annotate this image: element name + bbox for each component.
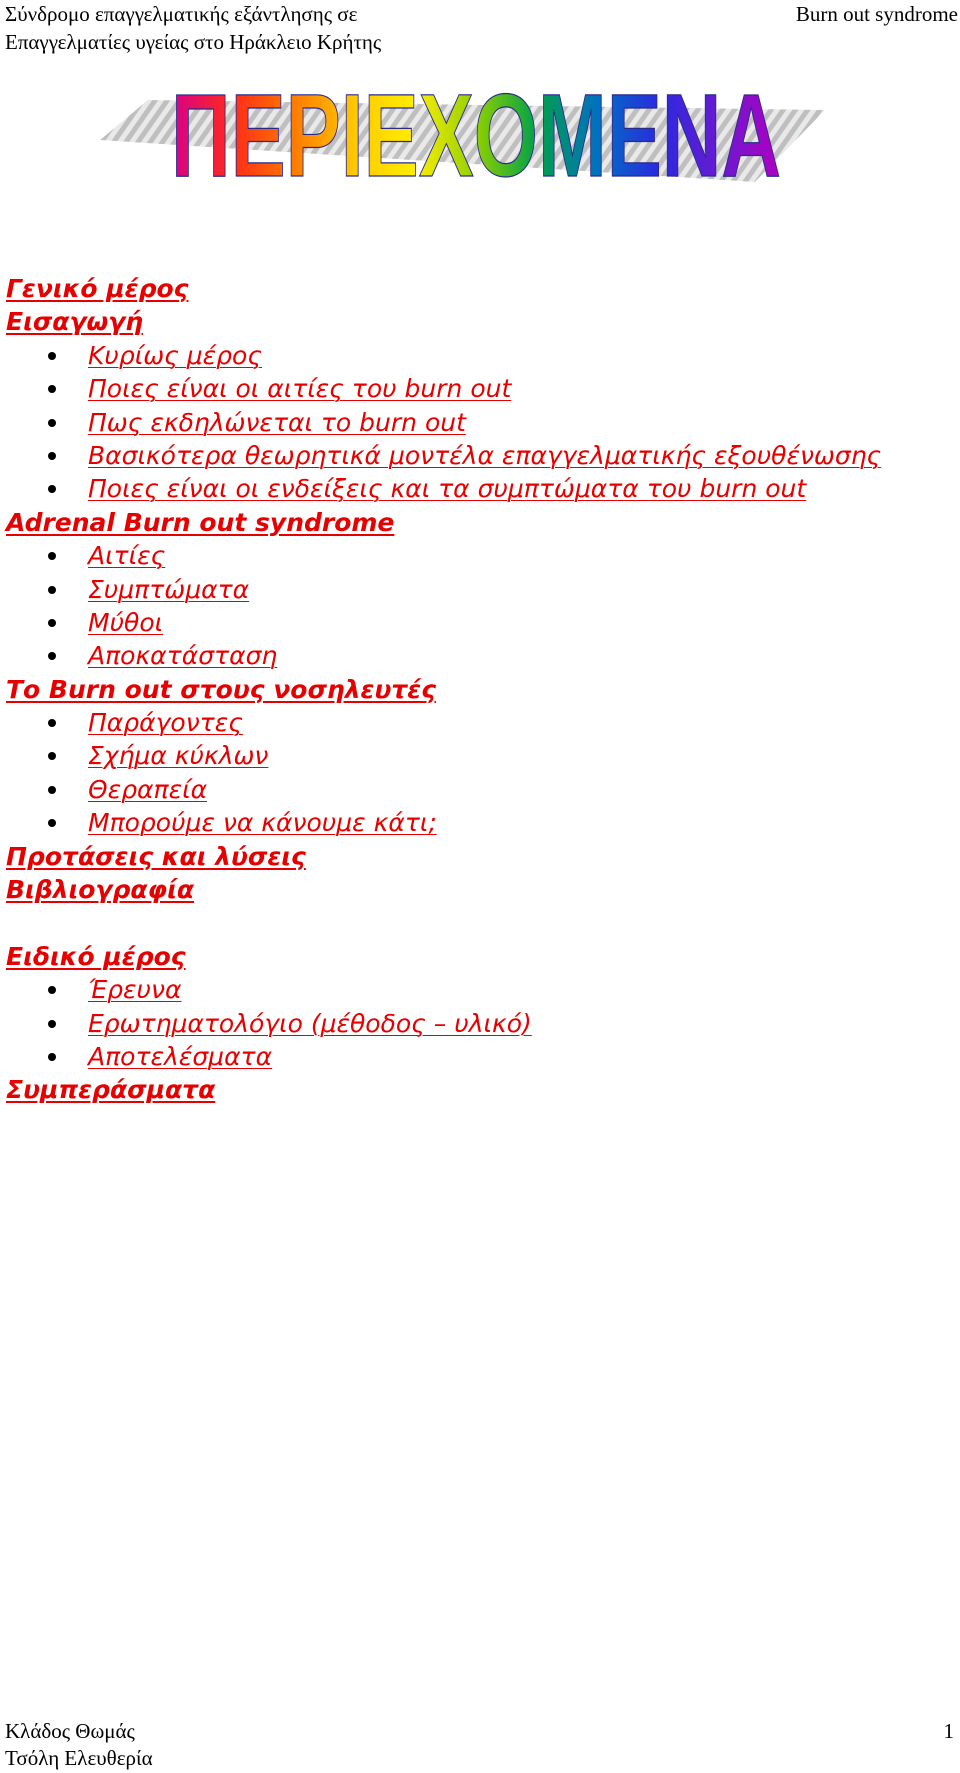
footer-author-2: Τσόλη Ελευθερία xyxy=(5,1746,153,1770)
wordart-text: ΠΕΡΙΕΧΟΜΕΝΑ xyxy=(171,70,781,202)
wordart-svg xyxy=(100,70,860,220)
toc-link-main-part[interactable]: Κυρίως μέρος xyxy=(88,340,262,370)
toc-subitem xyxy=(6,339,946,372)
toc-subitem xyxy=(6,372,946,405)
toc-subitem xyxy=(6,1007,946,1040)
toc-link-theoretical-models[interactable]: Βασικότερα θεωρητικά μοντέλα επαγγελματικής εξουθένωσης xyxy=(88,440,882,470)
header-left xyxy=(5,0,381,56)
page-header xyxy=(0,0,960,56)
bullet-icon xyxy=(48,586,56,594)
bullet-icon xyxy=(48,552,56,560)
contents-wordart-title xyxy=(100,70,860,220)
toc-link-adrenal-burnout[interactable]: Adrenal Burn out syndrome xyxy=(6,507,395,537)
bullet-icon xyxy=(48,1020,56,1028)
bullet-icon xyxy=(48,485,56,493)
bullet-icon xyxy=(48,352,56,360)
bullet-icon xyxy=(48,452,56,460)
toc-link-cycles-diagram[interactable]: Σχήμα κύκλων xyxy=(88,741,269,771)
toc-link-proposals[interactable]: Προτάσεις και λύσεις xyxy=(6,841,306,871)
toc-link-adrenal-recovery[interactable]: Αποκατάσταση xyxy=(88,641,278,671)
header-title-line2: Επαγγελματίες υγείας στο Ηράκλειο Κρήτης xyxy=(5,30,382,54)
toc-row xyxy=(6,1073,946,1106)
bullet-icon xyxy=(48,619,56,627)
bullet-icon xyxy=(48,819,56,827)
bullet-icon xyxy=(48,385,56,393)
toc-row xyxy=(6,673,946,706)
toc-link-results[interactable]: Αποτελέσματα xyxy=(88,1041,273,1071)
toc-row xyxy=(6,506,946,539)
toc-row xyxy=(6,873,946,906)
toc-subitem xyxy=(6,606,946,639)
toc-subitem xyxy=(6,773,946,806)
toc-link-causes[interactable]: Ποιες είναι οι αιτίες του burn out xyxy=(88,374,512,404)
toc-subitem xyxy=(6,706,946,739)
toc-link-manifestation[interactable]: Πως εκδηλώνεται το burn out xyxy=(88,407,466,437)
bullet-icon xyxy=(48,752,56,760)
bullet-icon xyxy=(48,986,56,994)
bullet-icon xyxy=(48,719,56,727)
page-footer xyxy=(0,1718,960,1773)
toc-subitem xyxy=(6,639,946,672)
footer-authors xyxy=(5,1718,153,1772)
toc-subitem xyxy=(6,806,946,839)
bullet-icon xyxy=(48,652,56,660)
toc-row xyxy=(6,305,946,338)
toc-link-adrenal-symptoms[interactable]: Συμπτώματα xyxy=(88,574,250,604)
bullet-icon xyxy=(48,419,56,427)
toc-subitem xyxy=(6,406,946,439)
bullet-icon xyxy=(48,1053,56,1061)
toc-row xyxy=(6,272,946,305)
toc-subitem xyxy=(6,573,946,606)
toc-link-factors[interactable]: Παράγοντες xyxy=(88,708,243,738)
toc-link-symptoms-indications[interactable]: Ποιες είναι οι ενδείξεις και τα συμπτώματα του burn out xyxy=(88,474,807,504)
toc-link-can-we-do-something[interactable]: Μπορούμε να κάνουμε κάτι; xyxy=(88,808,437,838)
toc-link-adrenal-causes[interactable]: Αιτίες xyxy=(88,541,166,571)
toc-subitem xyxy=(6,1040,946,1073)
footer-author-1: Κλάδος Θωμάς xyxy=(5,1719,135,1743)
toc-link-bibliography[interactable]: Βιβλιογραφία xyxy=(6,875,195,905)
toc-row xyxy=(6,940,946,973)
toc-subitem xyxy=(6,439,946,472)
toc-subitem xyxy=(6,472,946,505)
bullet-icon xyxy=(48,786,56,794)
toc-link-special-part[interactable]: Ειδικό μέρος xyxy=(6,941,186,971)
toc-link-nurses[interactable]: Το Burn out στους νοσηλευτές xyxy=(6,674,437,704)
header-right: Burn out syndrome xyxy=(795,2,958,26)
toc-link-general-part[interactable]: Γενικό μέρος xyxy=(6,274,189,303)
table-of-contents xyxy=(6,272,946,1107)
toc-link-conclusions[interactable]: Συμπεράσματα xyxy=(6,1075,216,1105)
toc-subitem xyxy=(6,739,946,772)
toc-subitem xyxy=(6,973,946,1006)
header-title-line1: Σύνδρομο επαγγελματικής εξάντλησης σε xyxy=(5,2,358,26)
toc-link-questionnaire[interactable]: Ερωτηματολόγιο (μέθοδος – υλικό) xyxy=(88,1008,532,1038)
toc-row xyxy=(6,840,946,873)
toc-subitem xyxy=(6,539,946,572)
toc-link-adrenal-myths[interactable]: Μύθοι xyxy=(88,607,164,637)
toc-spacer xyxy=(6,906,946,939)
toc-link-therapy[interactable]: Θεραπεία xyxy=(88,774,208,804)
toc-link-introduction[interactable]: Εισαγωγή xyxy=(6,307,144,337)
page-number: 1 xyxy=(943,1719,954,1743)
toc-link-research[interactable]: Έρευνα xyxy=(88,975,182,1005)
